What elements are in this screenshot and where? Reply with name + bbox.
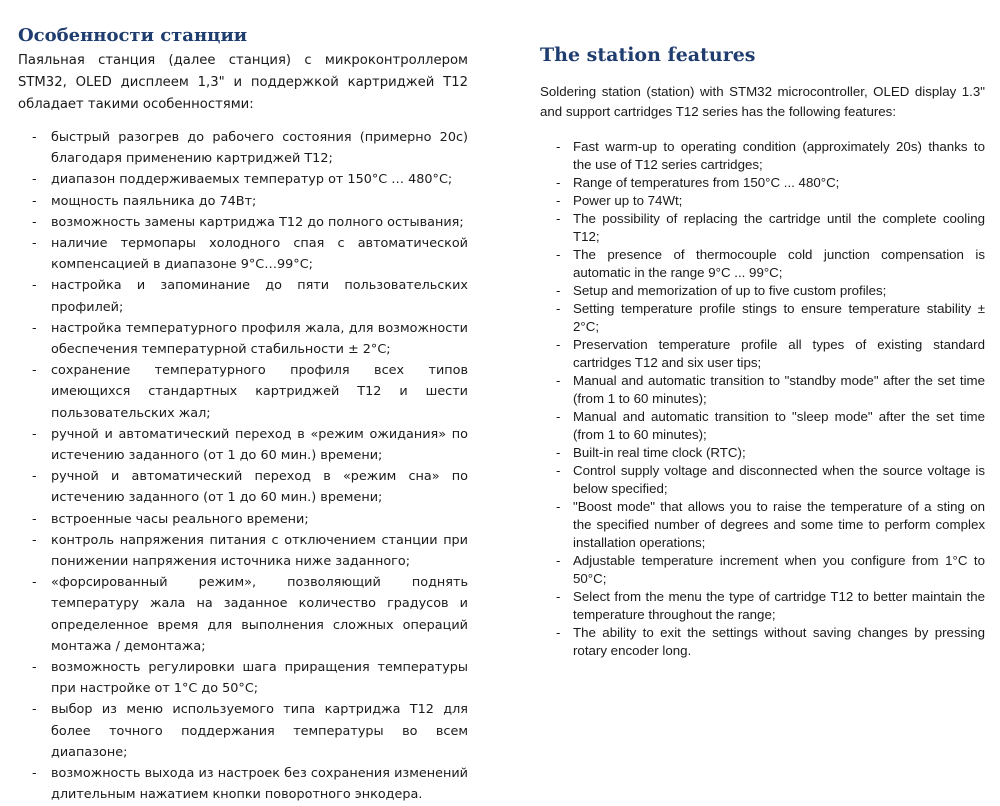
list-item: - выбор из меню используемого типа картриджа T12 для более точного поддержания температуры во всем диапазоне; <box>18 699 468 763</box>
bullet-dash: - <box>32 193 37 209</box>
bullet-dash: - <box>32 320 37 336</box>
list-item: - быстрый разогрев до рабочего состояния (примерно 20с) благодаря применению картриджей T12; <box>18 127 468 169</box>
list-item: - Range of temperatures from 150°C ... 480°C; <box>556 175 840 190</box>
bullet-dash: - <box>32 660 37 676</box>
bullet-dash: - <box>556 211 561 226</box>
bullet-dash: - <box>32 363 37 379</box>
bullet-dash: - <box>32 426 37 442</box>
bullet-dash: - <box>32 532 37 548</box>
list-item: - Setting temperature profile stings to ensure temperature stability ± 2°C; <box>556 301 985 334</box>
bullet-dash: - <box>556 445 561 460</box>
bullet-dash: - <box>32 236 37 252</box>
list-item: - «форсированный режим», позволяющий поднять температуру жала на заданное количество градусов и определенное время для выполнения сложных операций монтажа / демонтажа; <box>18 572 468 657</box>
list-item: - ручной и автоматический переход в «режим сна» по истечению заданного (от 1 до 60 мин.) времени; <box>18 466 468 508</box>
list-item: - возможность регулировки шага приращения температуры при настройке от 1°C до 50°C; <box>18 657 468 699</box>
bullet-dash: - <box>32 575 37 591</box>
bullet-dash: - <box>32 130 37 145</box>
list-item: - Control supply voltage and disconnected when the source voltage is below specified; <box>556 463 985 496</box>
list-item: - контроль напряжения питания с отключением станции при понижении напряжения источника ниже заданного; <box>18 530 468 572</box>
list-item: - настройка температурного профиля жала, для возможности обеспечения температурной стабильности ± 2°C; <box>18 318 468 360</box>
english-intro: Soldering station (station) with STM32 microcontroller, OLED display 1.3" and support cartridges T12 series has the following features: <box>540 84 985 119</box>
bullet-dash: - <box>556 283 561 298</box>
list-item: - возможность замены картриджа T12 до полного остывания; <box>18 212 468 233</box>
english-title: The station features <box>540 44 756 66</box>
english-column <box>540 0 985 660</box>
list-item: - The ability to exit the settings without saving changes by pressing rotary encoder long. <box>556 625 985 658</box>
list-item: - Manual and automatic transition to "sleep mode" after the set time (from 1 to 60 minutes); <box>556 409 985 442</box>
list-item: - ручной и автоматический переход в «режим ожидания» по истечению заданного (от 1 до 60 мин.) времени; <box>18 424 468 466</box>
bullet-dash: - <box>32 278 37 294</box>
bullet-dash: - <box>32 172 37 188</box>
list-item: - Preservation temperature profile all types of existing standard cartridges T12 and six user tips; <box>556 337 985 370</box>
list-item: - Setup and memorization of up to five custom profiles; <box>556 283 887 298</box>
list-item: - Adjustable temperature increment when you configure from 1°C to 50°C; <box>556 553 985 586</box>
list-item: - Manual and automatic transition to "standby mode" after the set time (from 1 to 60 minutes); <box>556 373 985 406</box>
bullet-dash: - <box>32 511 37 527</box>
list-item: - возможность выхода из настроек без сохранения изменений длительным нажатием кнопки поворотного энкодера. <box>18 763 468 805</box>
list-item: - диапазон поддерживаемых температур от 150°C … 480°C; <box>18 169 468 190</box>
list-item: - настройка и запоминание до пяти пользовательских профилей; <box>18 275 468 317</box>
russian-title: Особенности станции <box>18 25 248 46</box>
bullet-dash: - <box>556 193 561 208</box>
russian-intro: Паяльная станция (далее станция) с микроконтроллером STM32, OLED дисплеем 1,3" и поддержкой картриджей T12 обладает такими особенностями: <box>18 53 468 112</box>
bullet-dash: - <box>556 337 561 352</box>
list-item: - "Boost mode" that allows you to raise the temperature of a sting on the specified number of degrees and some time to perform complex installation operations; <box>556 499 985 550</box>
list-item: - The possibility of replacing the cartridge until the complete cooling T12; <box>556 211 985 244</box>
bullet-dash: - <box>32 702 37 718</box>
bullet-dash: - <box>556 175 561 190</box>
bullet-dash: - <box>556 625 561 640</box>
bullet-dash: - <box>32 469 37 485</box>
list-item: - сохранение температурного профиля всех типов имеющихся стандартных картриджей T12 и шести пользовательских жал; <box>18 360 468 424</box>
bullet-dash: - <box>556 247 561 262</box>
list-item: - встроенные часы реального времени; <box>18 509 468 530</box>
list-item: - The presence of thermocouple cold junction compensation is automatic in the range 9°C ... 99°C; <box>556 247 985 280</box>
bullet-dash: - <box>32 214 37 230</box>
list-item: - Built-in real time clock (RTC); <box>556 445 746 460</box>
list-item: - Power up to 74Wt; <box>556 193 683 208</box>
list-item: - Select from the menu the type of cartridge T12 to better maintain the temperature throughout the range; <box>556 589 985 622</box>
bullet-dash: - <box>556 373 561 388</box>
russian-feature-list <box>18 127 468 806</box>
bullet-dash: - <box>556 553 561 568</box>
english-feature-list <box>540 138 985 660</box>
bullet-dash: - <box>32 766 37 782</box>
bullet-dash: - <box>556 589 561 604</box>
bullet-dash: - <box>556 139 561 154</box>
bullet-dash: - <box>556 301 561 316</box>
list-item: - Fast warm-up to operating condition (approximately 20s) thanks to the use of T12 series cartridges; <box>556 139 985 172</box>
bullet-dash: - <box>556 409 561 424</box>
list-item: - мощность паяльника до 74Вт; <box>18 191 468 212</box>
russian-column <box>18 0 468 806</box>
bullet-dash: - <box>556 499 561 514</box>
bullet-dash: - <box>556 463 561 478</box>
list-item: - наличие термопары холодного спая с автоматической компенсацией в диапазоне 9°C…99°C; <box>18 233 468 275</box>
